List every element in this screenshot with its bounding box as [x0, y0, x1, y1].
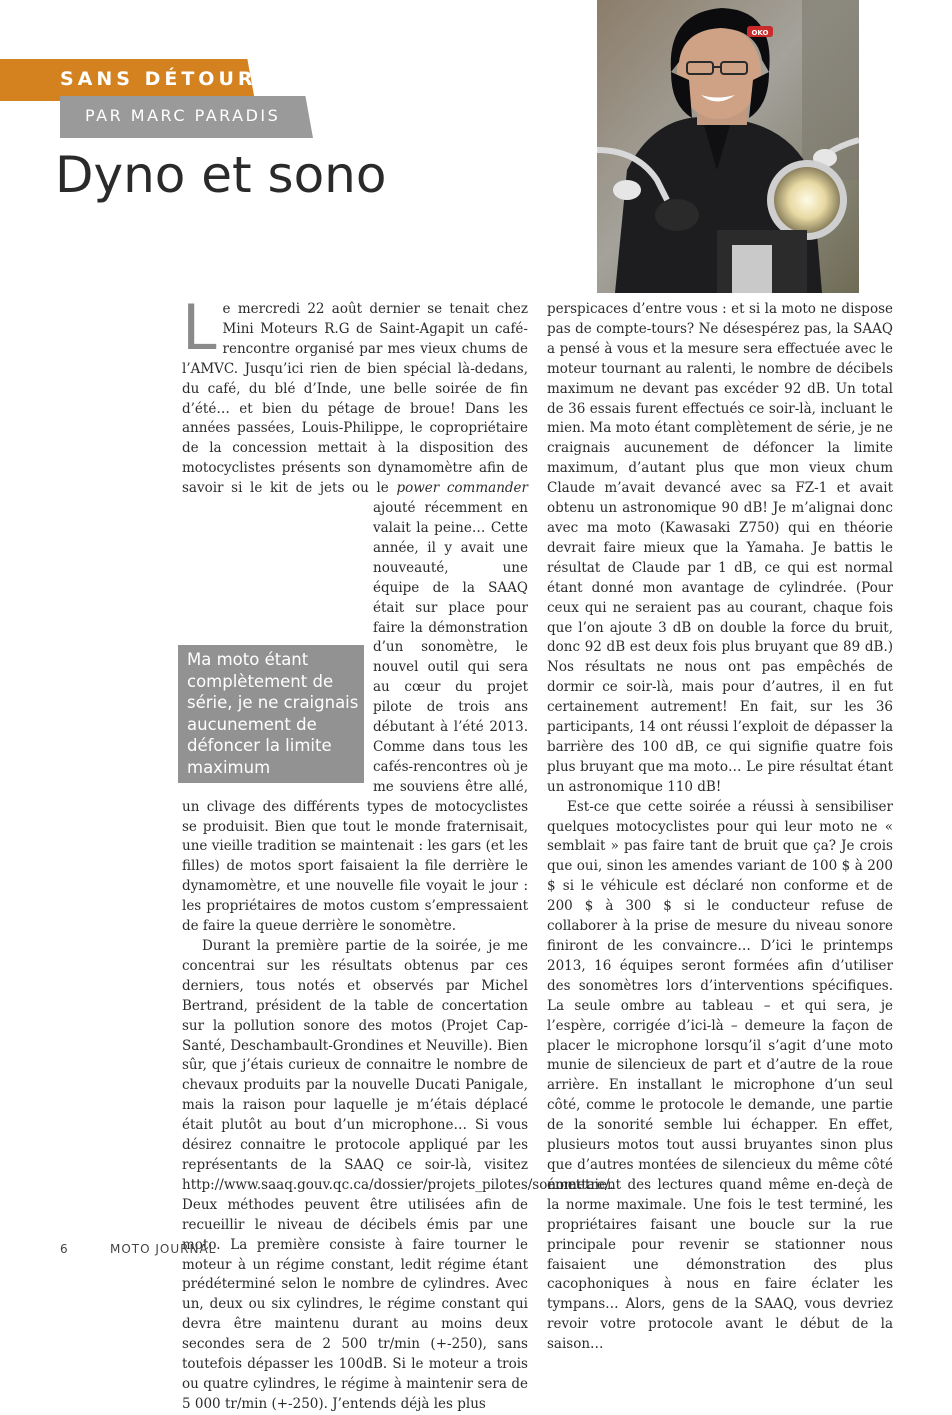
- drop-cap: L: [182, 291, 217, 364]
- paragraph-3: perspicaces d’entre vous : et si la moto ne dispose pas de compte-tours? Ne désespérez pas, la SAAQ a pensé à vous et la mesure sera effectuée avec le moteur tournant au ralenti, le nombre de décibels maximum ne devant pas excéder 92 dB. Un total de 36 essais furent effectués ce soir-là, incluant le mien. Ma moto étant complètement de série, je ne craignais aucunement de défoncer la limite maximum, d’autant plus que mon vieux chum Claude m’avait devancé avec sa FZ-1 et avait obtenu un astronomique 90 dB! Je m’alignai donc avec ma moto (Kawasaki Z750) qui en théorie devrait faire mieux que la Yamaha. Je battis le résultat de Claude par 1 dB, ce qui est normal étant donné mon avantage de cylindrée. (Pour ceux qui ne seraient pas au courant, chaque fois que l’on ajoute 3 dB on double la force du bruit, donc 92 dB est deux fois plus bruyant que 89 dB.) Nos résultats ne nous ont pas empêchés de dormir ce soir-là, mais pour d’autres, il en fut certainement autrement! En fait, sur les 36 participants, 14 ont réussi l’exploit de dépasser la barrière des 100 dB, ce qui signifie quatre fois plus bruyant que ma moto… Le pire résultat étant un astronomique 110 dB!: [547, 301, 893, 795]
- rider-photo: [597, 0, 859, 293]
- article-column-left: [182, 291, 614, 1415]
- helmet-logo: OKO: [751, 29, 769, 37]
- magazine-name: MOTO JOURNAL: [110, 1242, 217, 1256]
- paragraph-4: Est-ce que cette soirée a réussi à sensibiliser quelques motocyclistes pour qui leur moto ne « semblait » pas faire tant de bruit que ça? Je crois que oui, sinon les amendes variant de 100 $ à 200 $ si le véhicule est déclaré non conforme et de 200 $ à 300 $ si le conducteur refuse de collaborer à la prise de mesure du niveau sonore finiront de les convaincre… D’ici le printemps 2013, 16 équipes seront formées afin d’utiliser des sonomètres lors d’interventions spécifiques. La seule ombre au tableau – et qui sera, je l’espère, corrigée d’ici-là – demeure la façon de placer le microphone lorsqu’il s’agit d’une moto munie de silencieux de part et d’autre de la roue arrière. En installant le microphone d’un seul côté, comme le protocole le demande, une partie de la sonorité semble lui échapper. En effet, plusieurs motos tout aussi bruyantes sinon plus que d’autres montées de silencieux du même côté émettaient des lectures quand même en-deçà de la norme maximale. Une fois le test terminé, les propriétaires faisant une boucle sur la rue principale pour revenir se stationner nous faisaient une démonstration des plus cacophoniques à nous en faire éclater les tympans… Alors, gens de la SAAQ, vous devriez revoir votre protocole avant le début de la saison…: [547, 798, 893, 1353]
- section-label: SANS DÉTOUR: [60, 68, 257, 90]
- page-number: 6: [60, 1242, 68, 1256]
- paragraph-2: Durant la première partie de la soirée, je me concentrai sur les résultats obtenus par ces derniers, tous notés et observés par Michel Bertrand, président de la table de concertation sur la pollution sonore des motos (Projet Cap-Santé, Deschambault-Grondines et Neuville). Bien sûr, que j’étais curieux de connaitre le nombre de chevaux produits par la nouvelle Ducati Panigale, mais la raison pour laquelle je m’étais déplacé était plutôt au bout d’un microphone… Si vous désirez connaitre le protocole appliqué par les représentants de la SAAQ ce soir-là, visitez http://www.saaq.gouv.qc.ca/dossier/projets_pilotes/sonometre/. Deux méthodes peuvent être utilisées afin de recueillir le niveau de décibels émis par une moto. La première consiste à faire tourner le moteur à un régime constant, ledit régime étant prédéterminé selon le nombre de cylindres. Avec un, deux ou six cylindres, le régime constant qui devra être maintenu durant au moins deux secondes sera de 2 500 tr/min (+-250), sans toutefois dépasser les 100dB. Si le moteur a trois ou quatre cylindres, le régime à maintenir sera de 5 000 tr/min (+-250). J’entends déjà les plus: [182, 938, 614, 1412]
- pull-quote: Ma moto étant complètement de série, je ne craignais aucunement de défoncer la limite maximum: [178, 645, 364, 783]
- pull-quote-spacer: [178, 501, 373, 787]
- article-column-right: [547, 300, 893, 1355]
- paragraph-intro: Le mercredi 22 août dernier se tenait chez Mini Moteurs R.G de Saint-Agapit un café-rencontre organisé par mes vieux chums de l’AMVC. Jusqu’ici rien de bien spécial là-dedans, du café, du blé d’Inde, une belle soirée de fin d’été… et bien du pétage de broue! Dans les années passées, Louis-Philippe, le copropriétaire de la concession mettait à la disposition des motocyclistes présents son dynamomètre afin de savoir si le kit de jets ou le power commander ajouté récemment en valait la peine… Cette année, il y avait une nouveauté, une équipe de la SAAQ était sur place pour faire la démonstration d’un sonomètre, le nouvel outil qui sera au cœur du projet pilote de trois ans débutant à l’été 2013. Comme dans tous les cafés-rencontres où je me souviens être allé, un clivage des différents types de motocyclistes se produisit. Bien que tout le monde fraternisait, une vieille tradition se maintenait : les gars (et les filles) de motos sport faisaient la file derrière le dynamomètre, et une nouvelle file voyait le jour : les propriétaires de motos custom s’empressaient de faire la queue derrière le sonomètre.: [182, 300, 528, 937]
- byline: PAR MARC PARADIS: [85, 106, 281, 125]
- article-title: Dyno et sono: [55, 146, 387, 204]
